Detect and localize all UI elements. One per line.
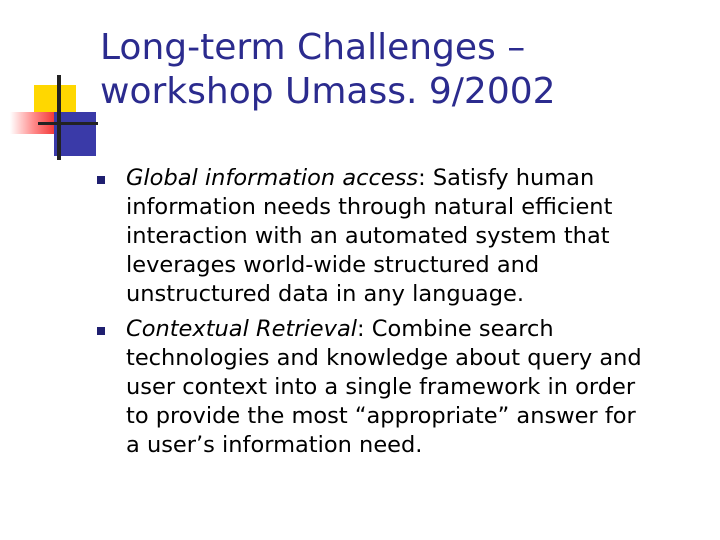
bullet-line: a user’s information need. [126, 432, 423, 458]
title-line-1: Long-term Challenges – [100, 27, 526, 68]
logo-horizontal-line [38, 122, 98, 125]
bullet-line: interaction with an automated system that [126, 223, 610, 249]
bullet-first-line-rest: : Satisfy human [418, 165, 595, 191]
bullet-item-contextual-retrieval [97, 315, 707, 460]
logo-vertical-line [57, 75, 61, 160]
bullet-line: user context into a single framework in order [126, 374, 636, 400]
bullet-list [97, 164, 707, 466]
bullet-first-line [126, 164, 707, 193]
title-line-2: workshop Umass. 9/2002 [100, 71, 556, 112]
bullet-text [126, 164, 707, 309]
bullet-line: to provide the most “appropriate” answer for [126, 403, 636, 429]
bullet-term: Global information access [126, 165, 419, 191]
bullet-term: Contextual Retrieval [126, 316, 357, 342]
bullet-text [126, 315, 707, 460]
bullet-line: leverages world-wide structured and [126, 252, 540, 278]
bullet-first-line-rest: : Combine search [357, 316, 554, 342]
bullet-item-global-access [97, 164, 707, 309]
bullet-line: unstructured data in any language. [126, 281, 524, 307]
slide-title [100, 26, 700, 114]
bullet-line: information needs through natural efficient [126, 194, 613, 220]
bullet-first-line [126, 315, 707, 344]
bullet-square-icon [97, 176, 105, 184]
bullet-line: technologies and knowledge about query and [126, 345, 642, 371]
bullet-square-icon [97, 327, 105, 335]
